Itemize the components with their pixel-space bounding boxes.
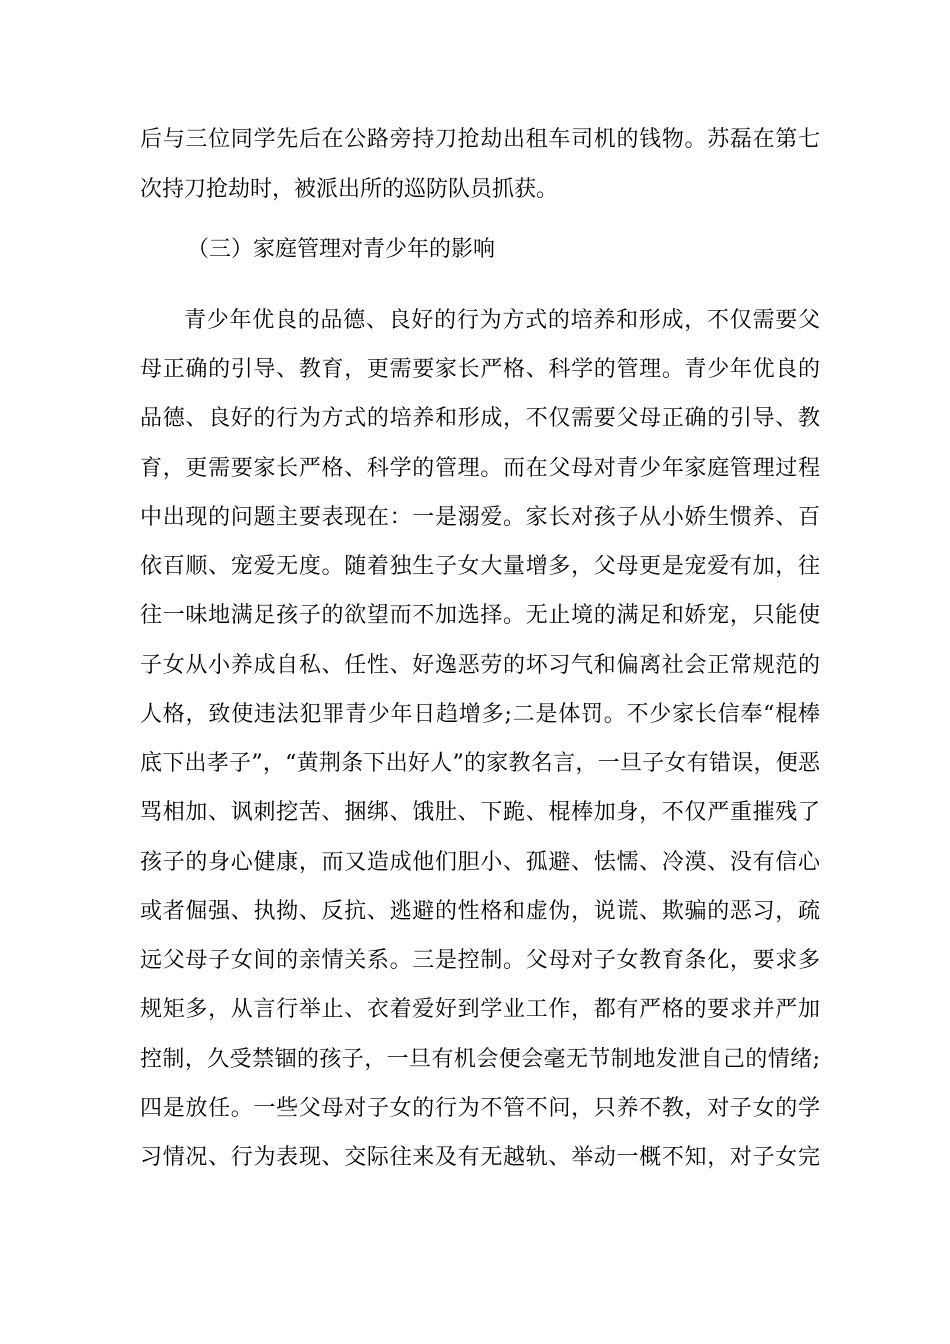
text-line: 育，更需要家长严格、科学的管理。而在父母对青少年家庭管理过程 <box>140 456 820 481</box>
text-line: 子女从小养成自私、任性、好逸恶劳的坏习气和偏离社会正常规范的 <box>140 653 820 678</box>
text-line: 往一味地满足孩子的欲望而不加选择。无止境的满足和娇宠，只能使 <box>140 603 820 628</box>
text-line: 后与三位同学先后在公路旁持刀抢劫出租车司机的钱物。苏磊在第七 <box>140 127 820 152</box>
text-line: 孩子的身心健康，而又造成他们胆小、孤避、怯懦、冷漠、没有信心 <box>140 850 820 875</box>
text-line: 中出现的问题主要表现在：一是溺爱。家长对孩子从小娇生惯养、百 <box>140 505 820 530</box>
text-line: 四是放任。一些父母对子女的行为不管不问，只养不教，对子女的学 <box>140 1096 820 1121</box>
text-line: 青少年优良的品德、良好的行为方式的培养和形成，不仅需要父 <box>184 308 820 333</box>
section-heading: （三）家庭管理对青少年的影响 <box>187 237 496 262</box>
text-line: 人格，致使违法犯罪青少年日趋增多;二是体罚。不少家长信奉“棍棒 <box>140 702 820 727</box>
text-line: 母正确的引导、教育，更需要家长严格、科学的管理。青少年优良的 <box>140 357 820 382</box>
text-line: 控制，久受禁锢的孩子，一旦有机会便会毫无节制地发泄自己的情绪; <box>140 1047 820 1072</box>
text-line: 习情况、行为表现、交际往来及有无越轨、举动一概不知，对子女完 <box>140 1145 820 1170</box>
text-line: 次持刀抢劫时，被派出所的巡防队员抓获。 <box>140 177 559 202</box>
text-line: 底下出孝子”，“黄荆条下出好人”的家教名言，一旦子女有错误，便恶 <box>140 751 820 776</box>
text-line: 规矩多，从言行举止、衣着爱好到学业工作，都有严格的要求并严加 <box>140 997 820 1022</box>
text-line: 骂相加、讽刺挖苦、捆绑、饿肚、下跪、棍棒加身，不仅严重摧残了 <box>140 800 820 825</box>
text-line: 或者倔强、执拗、反抗、逃避的性格和虚伪，说谎、欺骗的恶习，疏 <box>140 899 820 924</box>
text-line: 远父母子女间的亲情关系。三是控制。父母对子女教育条化，要求多 <box>140 948 820 973</box>
text-line: 品德、良好的行为方式的培养和形成，不仅需要父母正确的引导、教 <box>140 406 820 431</box>
text-line: 依百顺、宠爱无度。随着独生子女大量增多，父母更是宠爱有加，往 <box>140 554 820 579</box>
